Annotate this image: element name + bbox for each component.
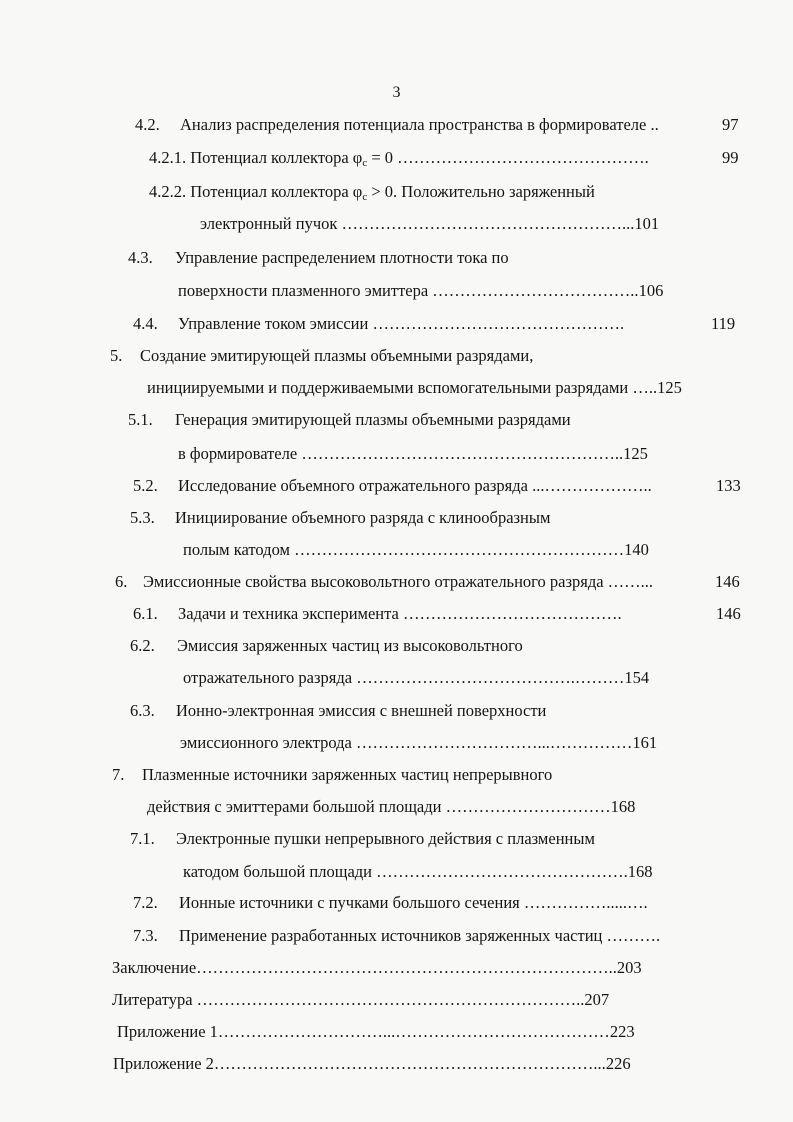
toc-entry-page: 99 [722, 148, 739, 167]
toc-entry-page: 161 [632, 733, 658, 752]
toc-entry-page: 119 [711, 314, 736, 333]
toc-entry-title: Ионные источники с пучками большого сечения …………….....…. [179, 893, 648, 912]
toc-entry-title: Анализ распределения потенциала пространства в формирователе .. [180, 115, 659, 134]
toc-entry-page: 207 [584, 990, 610, 1009]
toc-entry-title: эмиссионного электрода ……………………………...…………… [180, 733, 633, 752]
toc-entry-title: 4.2.1. Потенциал коллектора φ [149, 148, 363, 167]
toc-entry-title: Плазменные источники заряженных частиц непрерывного [142, 765, 553, 784]
toc-entry-title: Управление током эмиссии ………………………………………. [178, 314, 625, 333]
toc-entry-title: поверхности плазменного эмиттера ……………………………….. [178, 281, 639, 300]
toc-entry-page: 146 [716, 604, 741, 623]
toc-entry-page: 168 [627, 862, 653, 881]
toc-entry-title: Управление распределением плотности тока по [175, 248, 509, 267]
toc-entry-number: 4.2. [135, 115, 160, 134]
toc-entry-number: 6.1. [133, 604, 158, 623]
toc-entry-title: катодом большой площади ………………………………………. [183, 862, 628, 881]
toc-entry-title: Эмиссия заряженных частиц из высоковольтного [177, 636, 523, 655]
toc-entry-number: 7. [112, 765, 125, 784]
toc-entry-title: Заключение………………………………………………………………….. [112, 958, 617, 977]
toc-entry-page: 168 [610, 797, 636, 816]
toc-entry-page: 146 [715, 572, 740, 591]
toc-entry-page: 133 [716, 476, 741, 495]
toc-entry-number: 5.1. [128, 410, 153, 429]
toc-entry-title: Ионно-электронная эмиссия с внешней поверхности [176, 701, 547, 720]
subscript: c [362, 191, 368, 203]
toc-entry-title: Генерация эмитирующей плазмы объемными разрядами [175, 410, 571, 429]
toc-entry-title: Исследование объемного отражательного разряда ...……………….. [178, 476, 652, 495]
toc-entry-title: Эмиссионные свойства высоковольтного отражательного разряда ……... [143, 572, 654, 591]
toc-entry-title-continued: = 0 ………………………………………. [367, 148, 649, 167]
subscript: c [362, 157, 368, 169]
toc-entry-page: 125 [623, 444, 648, 463]
toc-entry [117, 1022, 635, 1042]
toc-entry-number: 4.4. [133, 314, 158, 333]
toc-entry-number: 6. [115, 572, 128, 591]
toc-entry-title: Приложение 2……………………………………………………………... [113, 1054, 606, 1073]
toc-entry-continuation [147, 378, 682, 398]
toc-entry-number: 5.2. [133, 476, 158, 495]
toc-entry-title: Создание эмитирующей плазмы объемными разрядами, [140, 346, 534, 365]
toc-entry-continuation [178, 281, 663, 301]
toc-entry-title: Задачи и техника эксперимента …………………………………. [178, 604, 622, 623]
toc-entry-title: инициируемыми и поддерживаемыми вспомогательными разрядами ….. [147, 378, 658, 397]
toc-entry-page: 106 [638, 281, 664, 300]
toc-entry-continuation [183, 668, 649, 688]
toc-entry-page: 140 [624, 540, 649, 559]
toc-entry-title: Электронные пушки непрерывного действия с плазменным [176, 829, 595, 848]
toc-entry [113, 1054, 631, 1074]
toc-entry-number: 6.3. [130, 701, 155, 720]
toc-entry-continuation [178, 444, 648, 464]
toc-entry-continuation [183, 540, 649, 560]
toc-entry-number: 7.2. [133, 893, 158, 912]
toc-entry-page: 223 [609, 1022, 635, 1041]
toc-entry-page: 154 [624, 668, 650, 687]
toc-entry-title: действия с эмиттерами большой площади ………………………… [147, 797, 611, 816]
toc-entry-continuation [183, 862, 653, 882]
toc-entry-page: 101 [634, 214, 660, 233]
toc-entry-continuation [147, 797, 635, 817]
toc-entry-number: 6.2. [130, 636, 155, 655]
toc-entry-page: 97 [722, 115, 739, 134]
toc-entry-number: 5.3. [130, 508, 155, 527]
toc-entry-number: 5. [110, 346, 123, 365]
toc-entry [112, 990, 609, 1010]
toc-entry-title: Применение разработанных источников заряженных частиц ………. [179, 926, 661, 945]
toc-entry-title: отражательного разряда ………………………………….……… [183, 668, 625, 687]
toc-entry-title-continued: > 0. Положительно заряженный [367, 182, 595, 201]
toc-entry-title: 4.2.2. Потенциал коллектора φ [149, 182, 363, 201]
toc-entry-title: электронный пучок ……………………………………………... [200, 214, 635, 233]
toc-entry [112, 958, 642, 978]
toc-entry-title: Инициирование объемного разряда с клинообразным [175, 508, 551, 527]
toc-entry-title: в формирователе ………………………………………………….. [178, 444, 624, 463]
toc-entry-number: 7.3. [133, 926, 158, 945]
toc-entry-title: Приложение 1…………………………...………………………………… [117, 1022, 610, 1041]
toc-entry-page: 226 [605, 1054, 631, 1073]
toc-entry-continuation [180, 733, 657, 753]
toc-entry-number: 7.1. [130, 829, 155, 848]
toc-entry [149, 182, 595, 202]
toc-entry-title: полым катодом …………………………………………………… [183, 540, 625, 559]
page-number: 3 [392, 84, 401, 101]
toc-entry-page: 203 [616, 958, 642, 977]
toc-entry-title: Литература …………………………………………………………….. [112, 990, 585, 1009]
toc-entry-number: 4.3. [128, 248, 153, 267]
toc-entry [149, 148, 739, 169]
toc-entry-continuation [200, 214, 659, 234]
toc-entry-page: 125 [657, 378, 682, 397]
